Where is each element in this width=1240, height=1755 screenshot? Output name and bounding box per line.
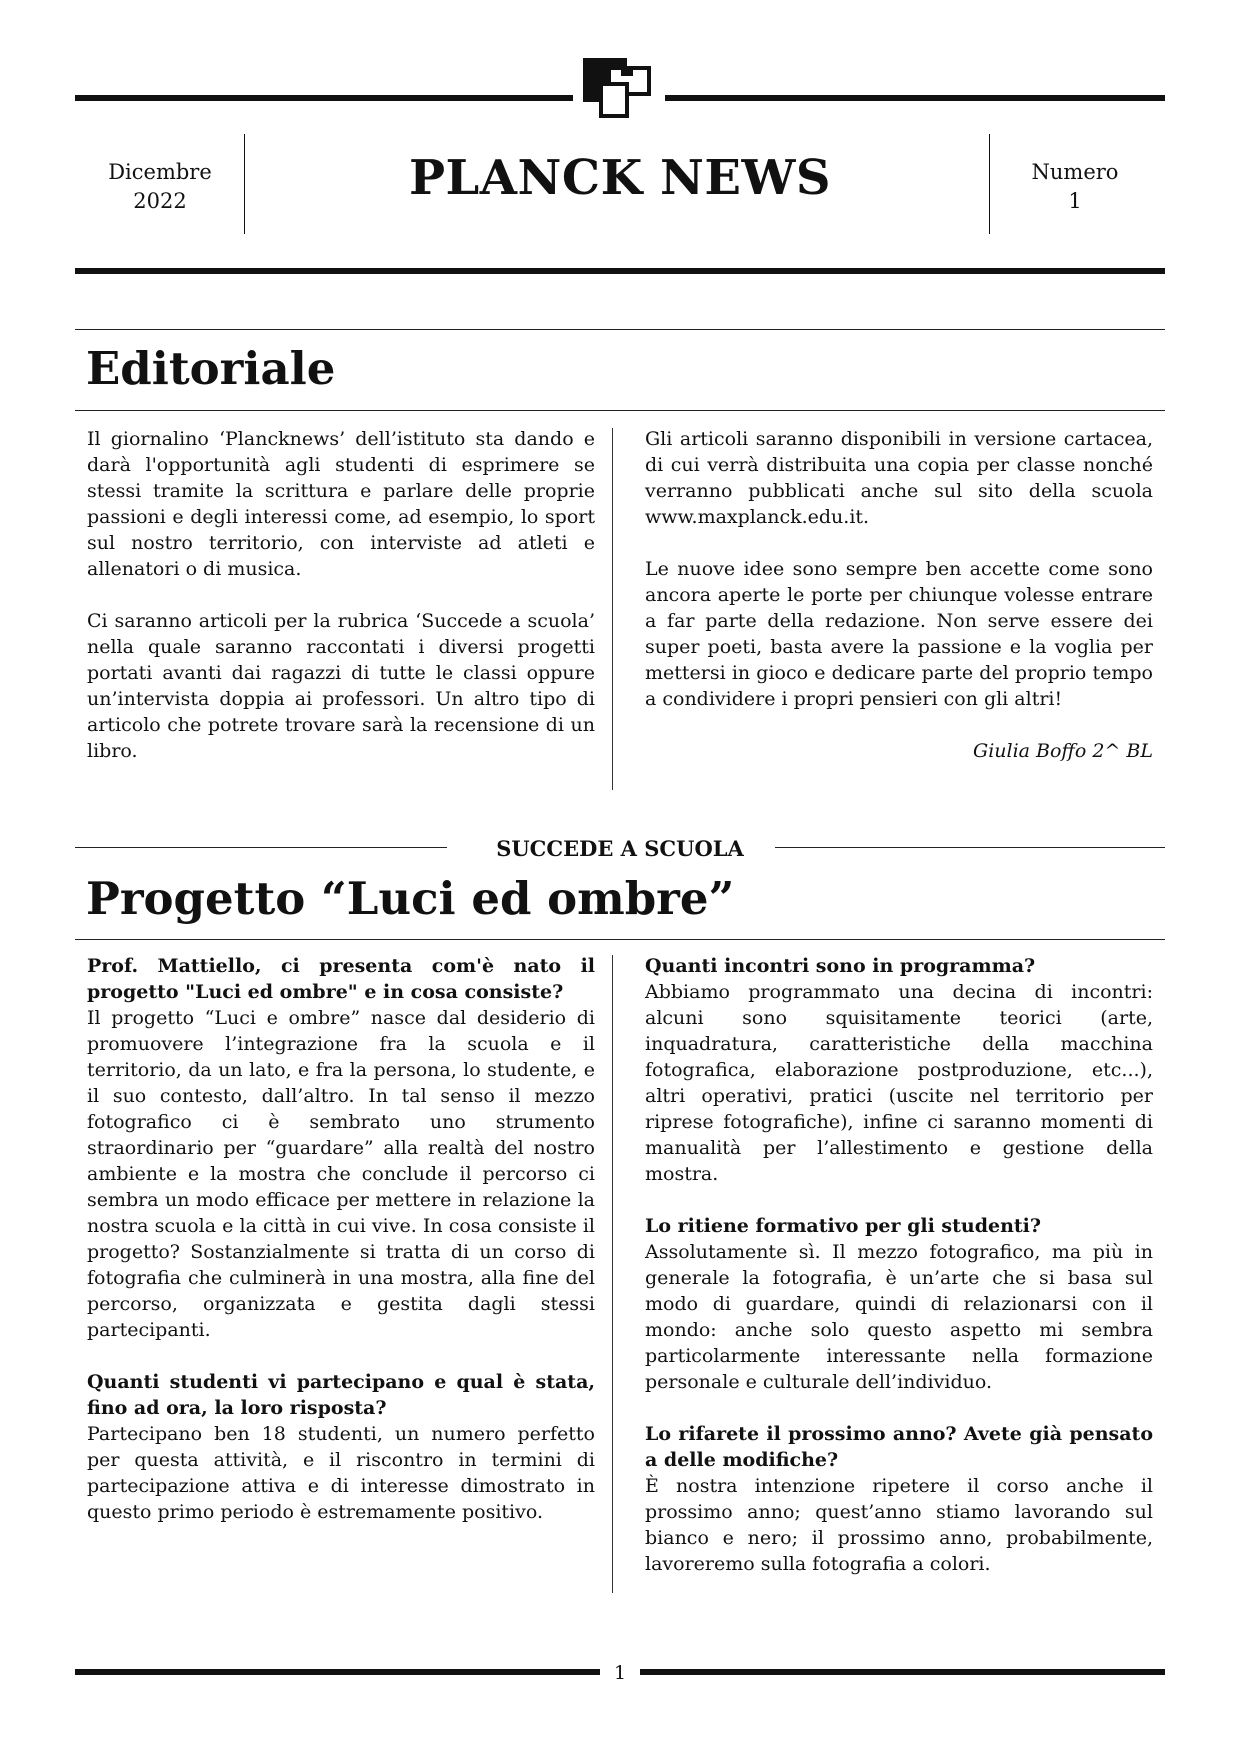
masthead-top-rule-left: [75, 95, 573, 101]
interview-answer: Assolutamente sì. Il mezzo fotografico, ma più in generale la fotografia, è un’arte che si basa sul modo di guardare, quindi di relazionarsi con il mondo: anche solo questo aspetto mi sembra particolarmente interessante nella formazione personale e culturale dell’individuo.: [645, 1241, 1153, 1393]
editorial-right-column: [645, 426, 1153, 790]
masthead-top-rule-right: [665, 95, 1165, 101]
article-left-column: [87, 953, 595, 1551]
interview-question: Quanti studenti vi partecipano e qual è stata, fino ad ora, la loro risposta?: [87, 1371, 595, 1419]
footer-rule-right: [640, 1669, 1165, 1675]
article-column-divider: [612, 955, 613, 1593]
interview-question: Prof. Mattiello, ci presenta com'è nato il progetto "Luci ed ombre" e in cosa consiste?: [87, 955, 595, 1003]
page-number: 1: [613, 1662, 627, 1684]
editorial-top-rule: [75, 329, 1165, 330]
interview-answer: Abbiamo programmato una decina di incontri: alcuni sono squisitamente teorici (arte, inquadratura, caratteristiche della macchina fotografica, elaborazione postproduzione, etc...), altri operativi, pratici (uscite nel territorio per riprese fotografiche), infine ci saranno momenti di manualità per l’allestimento e gestione della mostra.: [645, 981, 1153, 1185]
issue-month: Dicembre: [108, 160, 212, 184]
editorial-title: Editoriale: [86, 342, 336, 395]
masthead-bottom-rule: [75, 268, 1165, 274]
issue-number-block: [990, 158, 1160, 216]
article-title-rule: [75, 939, 1165, 940]
interview-answer: Partecipano ben 18 studenti, un numero perfetto per questa attività, e il riscontro in termini di partecipazione attiva e di interesse dimostrato in questo primo periodo è estremamente positivo.: [87, 1423, 595, 1523]
rubric-rule-right: [775, 847, 1165, 848]
article-right-column: [645, 953, 1153, 1603]
issue-year: 2022: [133, 189, 187, 213]
rubric-label: SUCCEDE A SCUOLA: [496, 836, 744, 861]
interview-question: Quanti incontri sono in programma?: [645, 955, 1036, 977]
footer-rule-left: [75, 1669, 600, 1675]
editorial-paragraph: Gli articoli saranno disponibili in versione cartacea, di cui verrà distribuita una copia per classe nonché verranno pubblicati anche sul sito della scuola www.maxplanck.edu.it.: [645, 428, 1153, 528]
editorial-bottom-rule: [75, 410, 1165, 411]
editorial-paragraph: Ci saranno articoli per la rubrica ‘Succede a scuola’ nella quale saranno raccontati i diversi progetti portati avanti dai ragazzi di tutte le classi oppure un’intervista doppia ai professori. Un altro tipo di articolo che potrete trovare sarà la recensione di un libro.: [87, 610, 595, 762]
masthead-divider-left: [244, 134, 245, 234]
issue-number: 1: [1068, 189, 1082, 213]
interview-question: Lo rifarete il prossimo anno? Avete già pensato a delle modifiche?: [645, 1423, 1153, 1471]
issue-date: [75, 158, 245, 216]
interview-answer: È nostra intenzione ripetere il corso anche il prossimo anno; quest’anno stiamo lavorando sul bianco e nero; il prossimo anno, probabilmente, lavoreremo sulla fotografia a colori.: [645, 1475, 1153, 1575]
interview-answer: Il progetto “Luci e ombre” nasce dal desiderio di promuovere l’integrazione fra la scuola e il territorio, da un lato, e fra la persona, lo studente, e il suo contesto, dall’altro. In tal senso il mezzo fotografico ci è sembrato uno strumento straordinario per “guardare” alla realtà del nostro ambiente e la mostra che conclude il percorso ci sembra un modo efficace per mettere in relazione la nostra scuola e la città in cui vive. In cosa consiste il progetto? Sostanzialmente si tratta di un corso di fotografia che culminerà in una mostra, alla fine del percorso, organizzata e gestita dagli stessi partecipanti.: [87, 1007, 595, 1341]
article-title: Progetto “Luci ed ombre”: [86, 872, 735, 925]
interview-question: Lo ritiene formativo per gli studenti?: [645, 1215, 1042, 1237]
editorial-column-divider: [612, 428, 613, 790]
editorial-signature: Giulia Boffo 2^ BL: [973, 740, 1153, 762]
editorial-left-column: [87, 426, 595, 764]
editorial-paragraph: Il giornalino ‘Plancknews’ dell’istituto sta dando e darà l'opportunità agli studenti di esprimere se stessi tramite la scrittura e parlare delle proprie passioni e degli interessi come, ad esempio, lo sport sul nostro territorio, con interviste ad atleti e allenatori o di musica.: [87, 428, 595, 580]
newspaper-logo-icon: [581, 56, 657, 120]
newspaper-title: PLANCK NEWS: [408, 150, 832, 206]
issue-label: Numero: [1031, 160, 1119, 184]
editorial-paragraph: Le nuove idee sono sempre ben accette come sono ancora aperte le porte per chiunque volesse entrare a far parte della redazione. Non serve essere dei super poeti, basta avere la passione e la voglia per mettersi in gioco e dedicare parte del proprio tempo a condividere i propri pensieri con gli altri!: [645, 558, 1153, 710]
